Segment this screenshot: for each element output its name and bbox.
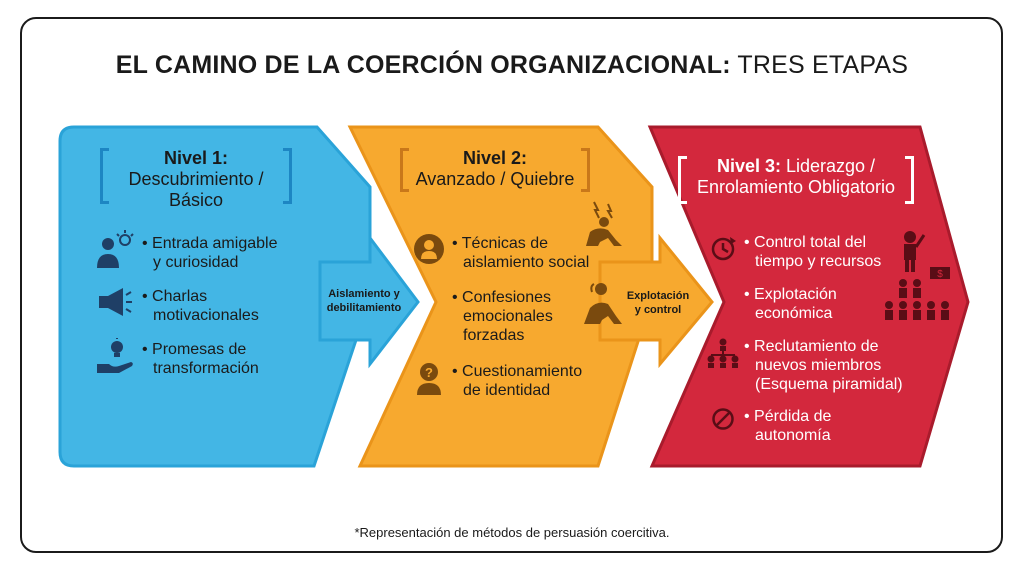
stage1-level: Nivel 1: <box>163 148 229 168</box>
stage2-bracket-left <box>400 148 409 192</box>
stage2-item-2: • Confesiones emocionales forzadas <box>452 289 553 344</box>
stage3-bracket-left <box>678 156 687 204</box>
stage2-item-1: • Técnicas de aislamiento social <box>452 235 590 271</box>
stage1-item-1: • Entrada amigable y curiosidad <box>142 235 278 271</box>
footnote: *Representación de métodos de persuasión coercitiva. <box>354 525 670 540</box>
connector-label-2 <box>612 289 704 317</box>
stage3-bracket-right <box>905 156 914 204</box>
stage1-item-3-line2: transformación <box>153 360 259 377</box>
stage1-subtitle-line2: Básico <box>168 190 224 210</box>
stage3-item-1-line1: Control total del <box>754 234 867 251</box>
stage1-item-2-line1: Charlas <box>152 288 208 305</box>
stage2-item-2-line2: emocionales <box>463 308 553 325</box>
connector-label-2-line1: Explotación <box>626 290 690 302</box>
person-idea-icon <box>95 230 135 270</box>
stage1-item-2: • Charlas motivacionales <box>142 288 259 324</box>
question-person-icon <box>414 362 444 396</box>
stage1-item-3: • Promesas de transformación <box>142 341 259 377</box>
isolated-person-icon <box>412 232 446 266</box>
clock-icon <box>710 234 738 262</box>
stage2-level: Nivel 2: <box>462 148 528 168</box>
stage1-item-1-line1: Entrada amigable <box>152 235 278 252</box>
stage3-level: Nivel 3: <box>716 156 781 176</box>
stage2-item-3-line2: de identidad <box>463 382 551 399</box>
stage1-subtitle-line1: Descubrimiento / <box>128 169 264 189</box>
hand-lightbulb-icon <box>95 338 135 376</box>
stage1-item-3-line1: Promesas de <box>152 341 247 358</box>
stage3-item-3-line3: (Esquema piramidal) <box>755 376 903 393</box>
ban-icon <box>711 407 735 431</box>
stage2-item-1-line2: aislamiento social <box>463 254 590 271</box>
stage1-header <box>100 148 292 210</box>
stage3-item-1-line2: tiempo y recursos <box>755 253 882 270</box>
stage3-item-2-line1: Explotación <box>754 286 837 303</box>
stage2-item-3-line1: Cuestionamiento <box>462 363 583 380</box>
stage2-bracket-right <box>581 148 590 192</box>
stage3-item-2-line2: económica <box>755 305 833 322</box>
stage1-bracket-left <box>100 148 109 204</box>
stage1-bracket-right <box>283 148 292 204</box>
stage3-item-1: • Control total del tiempo y recursos <box>744 234 882 270</box>
connector-label-2-line2: y control <box>634 304 682 316</box>
stage2-item-2-line1: Confesiones <box>462 289 551 306</box>
stage2-item-1-line1: Técnicas de <box>461 235 549 252</box>
collapsing-person-icon <box>578 200 628 250</box>
stage2-item-3: • Cuestionamiento de identidad <box>452 363 583 399</box>
stage1-item-2-line2: motivacionales <box>153 307 259 324</box>
title-normal: TRES ETAPAS <box>730 51 909 79</box>
pyramid-network-icon <box>706 338 740 368</box>
stage3-item-4-line1: Pérdida de <box>754 408 832 425</box>
connector-label-1 <box>318 287 410 315</box>
connector-label-1-line2: debilitamiento <box>326 302 402 314</box>
stage3-item-3-line2: nuevos miembros <box>755 357 882 374</box>
money-icon <box>906 268 907 269</box>
leader-pyramid-icon <box>880 225 952 333</box>
stage3-header <box>678 156 914 204</box>
megaphone-icon <box>97 285 133 319</box>
connector-label-1-line1: Aislamiento y <box>328 288 400 300</box>
stage2-header <box>400 148 590 192</box>
stage3-item-4: • Pérdida de autonomía <box>744 408 832 444</box>
stage3-subtitle-line1: Enrolamiento Obligatorio <box>696 177 896 197</box>
title-bold: EL CAMINO DE LA COERCIÓN ORGANIZACIONAL: <box>115 51 731 79</box>
svg-text:$: $ <box>937 269 943 280</box>
stage1-item-1-line2: y curiosidad <box>153 254 239 271</box>
stage3-level-rest: Liderazgo / <box>780 156 876 176</box>
stage3-item-3-line1: Reclutamiento de <box>754 338 879 355</box>
stage3-item-4-line2: autonomía <box>755 427 831 444</box>
stage3-item-3: • Reclutamiento de nuevos miembros (Esquema piramidal) <box>744 338 903 393</box>
stage2-subtitle-line1: Avanzado / Quiebre <box>415 169 575 189</box>
stage2-item-2-line3: forzadas <box>463 327 525 344</box>
svg-text:?: ? <box>425 365 433 380</box>
stage3-item-2: • Explotación económica <box>744 286 837 322</box>
